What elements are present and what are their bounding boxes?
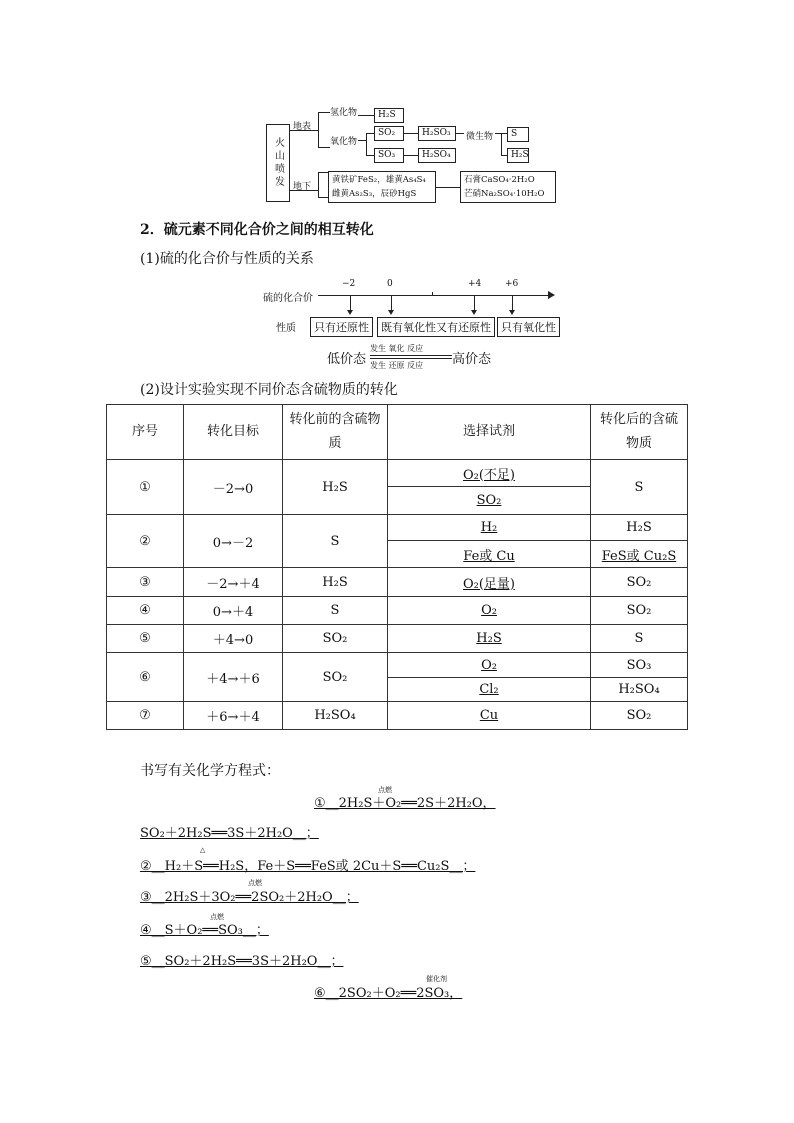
row-after: S	[591, 625, 688, 653]
row-before: H₂SO₄	[283, 702, 388, 730]
row-after: SO₂	[591, 568, 688, 597]
valence-0: 0	[387, 279, 393, 289]
row-target: 0→－2	[184, 515, 283, 568]
row-no: ③	[107, 568, 184, 597]
h2so4-box: H₂SO₄	[418, 148, 456, 163]
row-reagent: O₂(足量)	[388, 568, 591, 597]
property-label: 性质	[276, 323, 296, 334]
row-target: 0→＋4	[184, 597, 283, 625]
arrow-reduction: 发生 还原 反应	[370, 361, 424, 370]
equation-5: ⑤__SO₂＋2H₂S══3S＋2H₂O__；	[140, 954, 344, 969]
valence-neg2: −2	[342, 279, 356, 289]
prop-oxidizing: 只有氧化性	[497, 317, 560, 337]
table-row	[107, 568, 688, 597]
low-valence: 低价态	[327, 352, 367, 367]
row-target: －2→0	[184, 460, 283, 515]
row-target: ＋4→＋6	[184, 653, 283, 702]
surface-label: 地表	[293, 122, 312, 132]
equation-4: ④__S＋O₂══SO₃__；	[140, 923, 269, 938]
table-row	[107, 653, 688, 678]
microbe-label: 微生物	[466, 132, 494, 142]
row-before: H₂S	[283, 460, 388, 515]
row-reagent: O₂(不足)	[388, 460, 591, 487]
row-no: ①	[107, 460, 184, 515]
row-no: ⑦	[107, 702, 184, 730]
table-row	[107, 702, 688, 730]
conversion-table	[106, 404, 688, 730]
header-no: 序号	[107, 405, 184, 460]
equation-6: ⑥__2SO₂＋O₂══2SO₃，	[314, 986, 463, 1001]
ore-box	[328, 171, 436, 203]
row-after: SO₃	[591, 653, 688, 678]
row-reagent: Fe或 Cu	[388, 541, 591, 568]
hydride-label: 氢化物	[330, 108, 358, 118]
row-after: FeS或 Cu₂S	[591, 541, 688, 568]
row-before: S	[283, 597, 388, 625]
prop-both: 既有氧化性又有还原性	[377, 317, 495, 337]
high-valence: 高价态	[452, 352, 492, 367]
arrow-oxidation: 发生 氧化 反应	[370, 344, 424, 353]
section2-sub1: (1)硫的化合价与性质的关系	[140, 251, 314, 267]
header-reagent: 选择试剂	[388, 405, 591, 460]
row-before: SO₂	[283, 625, 388, 653]
ore-line2: 雌黄As₂S₃，辰砂HgS	[332, 189, 417, 199]
table-row	[107, 515, 688, 541]
row-reagent: O₂	[388, 653, 591, 678]
row-before: S	[283, 515, 388, 568]
row-after: SO₂	[591, 597, 688, 625]
row-reagent: O₂	[388, 597, 591, 625]
equation-3: ③__2H₂S＋3O₂══2SO₂＋2H₂O__；	[140, 890, 359, 905]
row-reagent: Cl₂	[388, 678, 591, 702]
cond-e3: 点燃	[248, 879, 262, 887]
row-no: ⑤	[107, 625, 184, 653]
row-target: －2→＋4	[184, 568, 283, 597]
row-no: ④	[107, 597, 184, 625]
volcano-box	[266, 124, 290, 202]
row-before: SO₂	[283, 653, 388, 702]
valence-plus6: +6	[505, 279, 519, 289]
h2so3-box: H₂SO₃	[418, 126, 456, 141]
row-no: ②	[107, 515, 184, 568]
equation-2: ②__H₂＋S══H₂S，Fe＋S══FeS或 2Cu＋S══Cu₂S__；	[140, 859, 476, 874]
row-after: H₂S	[591, 515, 688, 541]
ore-line1: 黄铁矿FeS₂，雄黄As₄S₄	[332, 175, 426, 185]
equations-intro: 书写有关化学方程式：	[140, 763, 280, 779]
row-reagent: Cu	[388, 702, 591, 730]
cond-e2: △	[200, 846, 206, 854]
header-after: 转化后的含硫物质	[591, 405, 688, 460]
gypsum-box	[460, 171, 556, 203]
prop-reducing: 只有还原性	[310, 317, 373, 337]
row-before: H₂S	[283, 568, 388, 597]
row-after: SO₂	[591, 702, 688, 730]
h2s-box: H₂S	[374, 108, 404, 123]
table-row	[107, 625, 688, 653]
row-after: H₂SO₄	[591, 678, 688, 702]
volcano-label: 火山喷发	[272, 137, 284, 189]
equation-1b: SO₂＋2H₂S══3S＋2H₂O__；	[140, 826, 319, 841]
section2-title: 2．硫元素不同化合价之间的相互转化	[140, 222, 374, 238]
valence-plus4: +4	[468, 279, 482, 289]
cond-e1: 点燃	[378, 786, 392, 794]
cond-e4: 点燃	[210, 913, 224, 921]
table-header-row	[107, 405, 688, 460]
header-target: 转化目标	[184, 405, 283, 460]
so3-box: SO₃	[374, 148, 404, 163]
table-row	[107, 460, 688, 487]
section2-sub2: (2)设计实验实现不同价态含硫物质的转化	[140, 382, 398, 398]
row-target: ＋4→0	[184, 625, 283, 653]
h2s-b-box: H₂S	[507, 148, 529, 163]
row-reagent: H₂	[388, 515, 591, 541]
valence-label: 硫的化合价	[263, 293, 313, 304]
equation-1a: ①__2H₂S＋O₂══2S＋2H₂O，	[314, 796, 496, 811]
oxide-label: 氧化物	[330, 137, 358, 147]
cond-e6: 催化剂	[426, 975, 447, 983]
row-reagent: SO₂	[388, 487, 591, 515]
so2-box: SO₂	[374, 126, 404, 141]
header-before: 转化前的含硫物质	[283, 405, 388, 460]
row-after: S	[591, 460, 688, 515]
s-box: S	[507, 127, 529, 142]
row-no: ⑥	[107, 653, 184, 702]
row-reagent: H₂S	[388, 625, 591, 653]
gypsum-line2: 芒硝Na₂SO₄·10H₂O	[464, 189, 545, 199]
table-row	[107, 597, 688, 625]
gypsum-line1: 石膏CaSO₄·2H₂O	[464, 175, 535, 185]
underground-label: 地下	[293, 182, 312, 192]
row-target: ＋6→＋4	[184, 702, 283, 730]
